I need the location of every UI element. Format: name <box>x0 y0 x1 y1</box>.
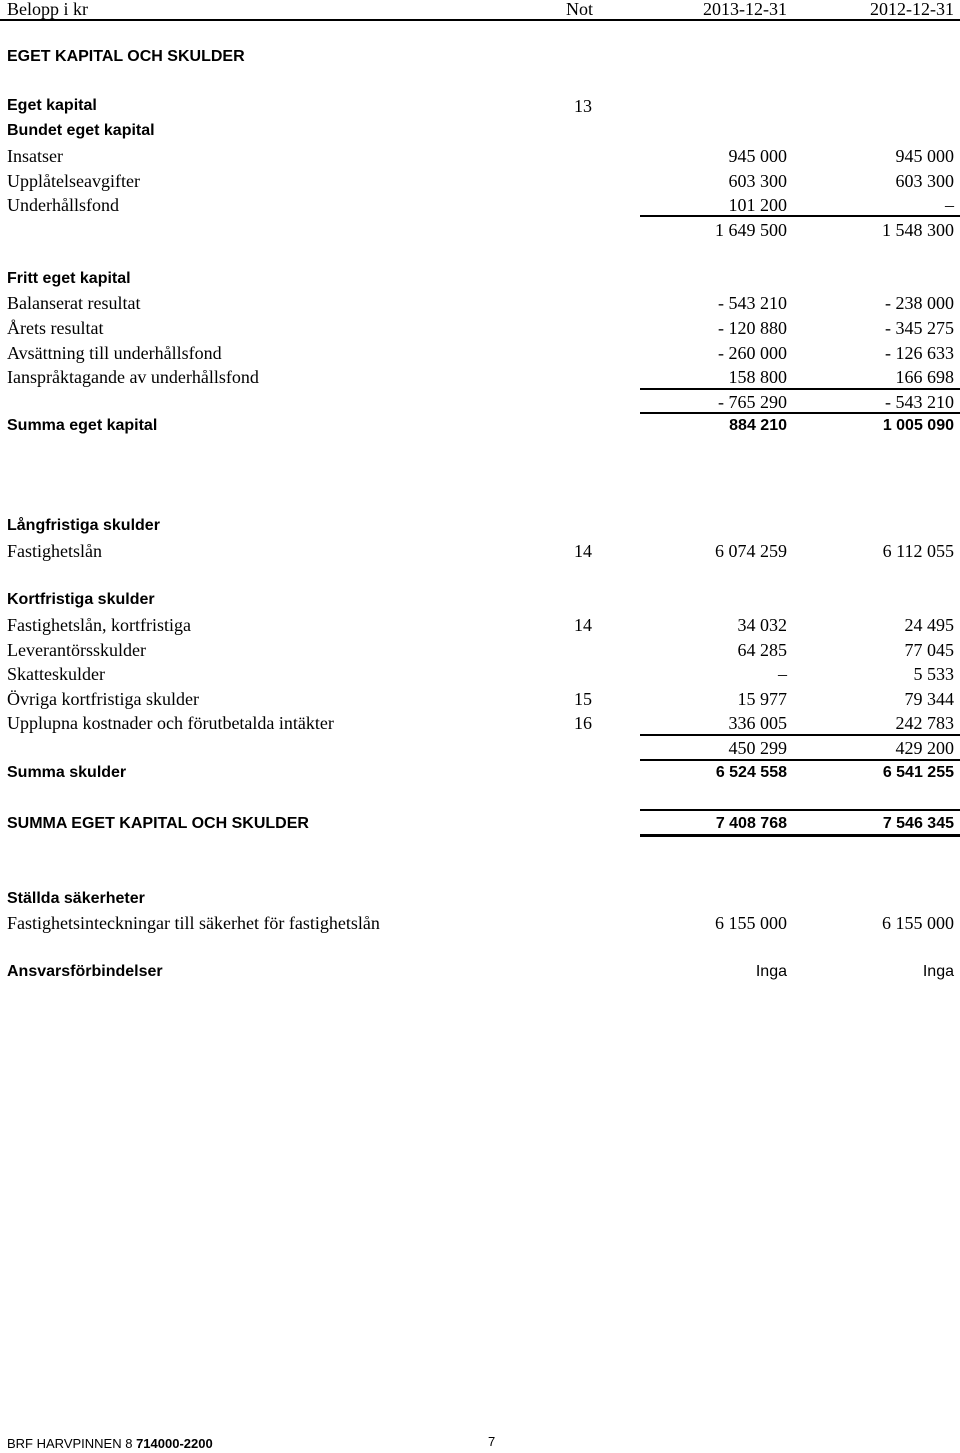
page-number: 7 <box>488 1434 496 1449</box>
pledged-assets-heading-row <box>0 888 960 910</box>
note-column-header: Not <box>566 0 593 19</box>
row-label: Upplåtelseavgifter <box>7 171 140 191</box>
value-2012: - 238 000 <box>885 293 954 313</box>
note-ref: 16 <box>574 713 592 733</box>
table-row <box>0 712 960 734</box>
short-term-liabilities-heading: Kortfristiga skulder <box>7 591 155 608</box>
subtotal-2013: 450 299 <box>728 738 787 758</box>
value-2013: 64 285 <box>737 640 787 660</box>
total-liabilities-2013: 6 524 558 <box>715 764 787 781</box>
row-label: Leverantörsskulder <box>7 640 146 660</box>
value-2013: - 120 880 <box>718 318 787 338</box>
footer-org-name: BRF HARVPINNEN 8 <box>7 1436 137 1451</box>
column-header-2013: 2013-12-31 <box>703 0 787 19</box>
subtotal-2012: 1 548 300 <box>882 220 954 240</box>
table-row <box>0 614 960 636</box>
short-term-liabilities-heading-row <box>0 589 960 611</box>
value-2012: 77 045 <box>904 640 954 660</box>
pledged-assets-heading: Ställda säkerheter <box>7 890 145 907</box>
row-label: Fastighetslån <box>7 541 102 561</box>
total-rule <box>640 759 960 761</box>
grand-total-row <box>0 813 960 835</box>
total-equity-2012: 1 005 090 <box>882 417 954 434</box>
table-row <box>0 639 960 661</box>
grand-total-rule-bottom <box>640 834 960 837</box>
restricted-equity-heading: Bundet eget kapital <box>7 122 155 139</box>
note-ref: 13 <box>574 96 592 116</box>
value-2012: 603 300 <box>895 171 954 191</box>
total-equity-2013: 884 210 <box>729 417 787 434</box>
contingent-liabilities-row <box>0 961 960 983</box>
table-row <box>0 292 960 314</box>
subtotal-2013: - 765 290 <box>718 392 787 412</box>
long-term-liabilities-heading-row <box>0 515 960 537</box>
value-2013: 6 074 259 <box>715 541 787 561</box>
row-label: Årets resultat <box>7 318 104 338</box>
value-2012: 242 783 <box>895 713 954 733</box>
total-liabilities-2012: 6 541 255 <box>882 764 954 781</box>
equity-heading: Eget kapital <box>7 97 97 114</box>
table-row <box>0 342 960 364</box>
table-row <box>0 194 960 216</box>
value-2013: 603 300 <box>728 171 787 191</box>
value-2013: 15 977 <box>737 689 787 709</box>
unrestricted-equity-heading-row <box>0 268 960 290</box>
value-2012: 945 000 <box>895 146 954 166</box>
grand-total-label: SUMMA EGET KAPITAL OCH SKULDER <box>7 815 309 832</box>
value-2013: – <box>778 664 787 684</box>
value-2012: - 345 275 <box>885 318 954 338</box>
value-2012: 5 533 <box>913 664 954 684</box>
table-row <box>0 912 960 934</box>
section-title-row <box>0 46 960 68</box>
value-2012: – <box>945 195 954 215</box>
note-ref: 14 <box>574 541 592 561</box>
column-header-row <box>0 0 960 20</box>
value-2013: - 543 210 <box>718 293 787 313</box>
row-label: Upplupna kostnader och förutbetalda intäkter <box>7 713 334 733</box>
header-rule <box>0 19 960 21</box>
subtotal-row <box>0 391 960 413</box>
total-equity-label: Summa eget kapital <box>7 417 158 434</box>
contingent-liabilities-label: Ansvarsförbindelser <box>7 963 163 980</box>
subtotal-rule <box>640 388 960 390</box>
row-label: Fastighetsinteckningar till säkerhet för fastighetslån <box>7 913 380 933</box>
value-2013: 101 200 <box>728 195 787 215</box>
grand-total-rule-top <box>640 809 960 811</box>
row-label: Skatteskulder <box>7 664 105 684</box>
grand-total-2013: 7 408 768 <box>715 815 787 832</box>
value-2012: - 126 633 <box>885 343 954 363</box>
value-2013: Inga <box>755 963 787 980</box>
value-2012: Inga <box>922 963 954 980</box>
table-row <box>0 317 960 339</box>
value-2013: 6 155 000 <box>715 913 787 933</box>
unrestricted-equity-heading: Fritt eget kapital <box>7 270 131 287</box>
row-label: Underhållsfond <box>7 195 119 215</box>
row-label: Ianspråktagande av underhållsfond <box>7 367 259 387</box>
table-row <box>0 145 960 167</box>
long-term-liabilities-heading: Långfristiga skulder <box>7 517 160 534</box>
subtotal-rule <box>640 734 960 736</box>
subtotal-2012: - 543 210 <box>885 392 954 412</box>
value-2012: 24 495 <box>904 615 954 635</box>
section-title: EGET KAPITAL OCH SKULDER <box>7 48 245 65</box>
row-label: Fastighetslån, kortfristiga <box>7 615 191 635</box>
value-2013: 158 800 <box>728 367 787 387</box>
subtotal-2013: 1 649 500 <box>715 220 787 240</box>
row-label: Övriga kortfristiga skulder <box>7 689 199 709</box>
value-2012: 166 698 <box>895 367 954 387</box>
footer-org-number: 714000-2200 <box>136 1436 213 1451</box>
table-row <box>0 540 960 562</box>
row-label: Avsättning till underhållsfond <box>7 343 222 363</box>
subtotal-row <box>0 219 960 241</box>
total-liabilities-row <box>0 762 960 784</box>
row-label: Insatser <box>7 146 63 166</box>
row-label: Balanserat resultat <box>7 293 141 313</box>
subtotal-rule <box>640 215 960 217</box>
table-row <box>0 688 960 710</box>
total-rule <box>640 412 960 414</box>
value-2012: 6 112 055 <box>882 541 954 561</box>
note-ref: 15 <box>574 689 592 709</box>
amount-unit-header: Belopp i kr <box>7 0 88 19</box>
grand-total-2012: 7 546 345 <box>882 815 954 832</box>
total-liabilities-label: Summa skulder <box>7 764 127 781</box>
table-row <box>0 366 960 388</box>
table-row <box>0 663 960 685</box>
value-2012: 6 155 000 <box>882 913 954 933</box>
note-ref: 14 <box>574 615 592 635</box>
restricted-equity-heading-row <box>0 120 960 142</box>
total-equity-row <box>0 415 960 437</box>
subtotal-2012: 429 200 <box>895 738 954 758</box>
table-row <box>0 170 960 192</box>
footer <box>7 1436 213 1452</box>
value-2013: 336 005 <box>728 713 787 733</box>
value-2013: 34 032 <box>737 615 787 635</box>
equity-heading-row <box>0 95 960 117</box>
value-2013: 945 000 <box>728 146 787 166</box>
subtotal-row <box>0 737 960 759</box>
value-2013: - 260 000 <box>718 343 787 363</box>
value-2012: 79 344 <box>904 689 954 709</box>
column-header-2012: 2012-12-31 <box>870 0 954 19</box>
